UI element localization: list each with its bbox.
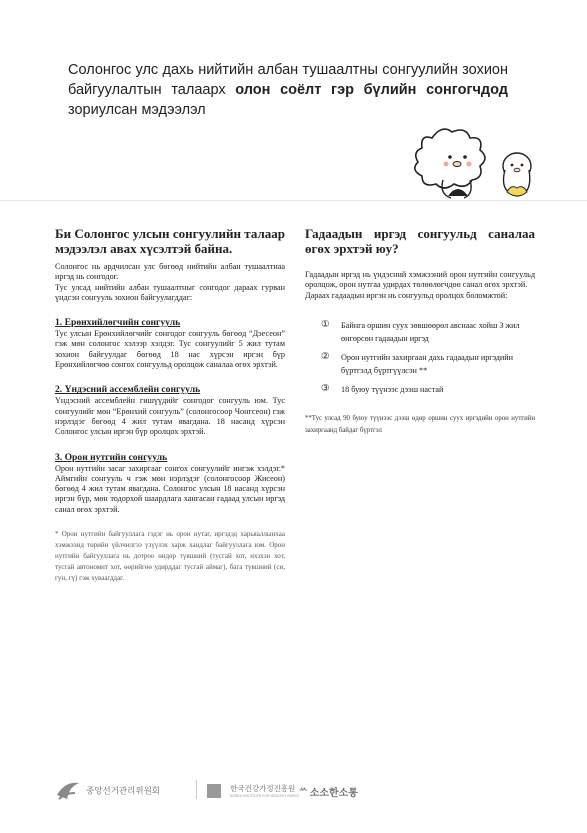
section-body: Орон нутгийн засаг захиргааг сонгох сонгуулийг ингэж хэлдэг.* Аймгийн сонгууль ч гэж мөн нэрлэдэг (солонгосоор Жисеон) бөгөөд 4 жил тутам явагдана. Солонгос улсын 18 насанд хүрсэн иргэн бүр, мөн тодорхой шаардлага хангасан гадаад улсын иргэд санал өгөх эрхтэй. <box>55 463 285 514</box>
registration-note: **Тус улсад 90 буюу түүнээс дээш өдөр оршин суух иргэдийн орон нутгийн захиргаанд байдаг бүртгэл <box>305 415 535 434</box>
kihf-emblem-icon <box>207 784 221 798</box>
list-item: ② Орон нутгийн захиргаан дахь гадаадын иргэдийн бүртгэлд бүртгүүлсэн ** <box>321 351 514 376</box>
left-column <box>55 226 285 584</box>
section-body: Үндэсний ассемблейн гишүүдийг сонгодог сонгууль юм. Тус сонгуулийг мөн “Ерөнхий сонгууль” (солонгосоор Чонгсеон) гэж нэрлэдэг бөгөөд 4 жил тутам явагдана. 18 насанд хүрсэн Солонгос улсын иргэн бүр оролцох эрхтэй. <box>55 396 285 437</box>
section-presidential <box>55 317 285 370</box>
nec-emblem-icon <box>55 781 81 801</box>
left-intro-1: Солонгос нь ардчилсан улс бөгөөд нийтийн албан тушаалтнаа иргэд нь сонгодог. <box>55 262 285 282</box>
right-column <box>305 226 535 436</box>
section-local <box>55 452 285 515</box>
header-divider <box>0 200 587 201</box>
right-heading: Гадаадын иргэд сонгуульд саналаа өгөх эрхтэй юу? <box>305 226 535 256</box>
footer-logos <box>0 772 587 812</box>
section-title: 3. Орон нутгийн сонгууль <box>55 451 168 463</box>
section-title: 2. Үндэсний ассемблейн сонгууль <box>55 384 201 396</box>
sosohan-logo: ᄊ 소소한소통 <box>298 788 358 799</box>
header <box>0 0 587 200</box>
eligibility-list <box>305 319 535 397</box>
right-intro-1: Гадаадын иргэд нь үндэсний хэмжээний орон нутгийн сонгуульд оролцож, орон нутгаа удирдах төлөөлөгчдөө санал өгөх эрхтэй. <box>305 270 535 290</box>
left-intro-2: Тус улсад нийтийн албан тушаалтныг сонгодог дараах гурван үндсэн сонгууль зохион байгуулагддаг: <box>55 282 285 302</box>
mascot-illustration <box>410 108 540 200</box>
sosohan-mark-icon: ᄊ <box>298 788 308 799</box>
section-body: Тус улсын Ерөнхийлөгчийг сонгодог сонгууль бөгөөд “Дэесеон” гэж мөн солонгос хэлээр хэлдэг. Тус сонгуулийг 5 жил тутам зохион байгуулдаг бөгөөд 18 нас хүрсэн иргэн бүр Ерөнхийлөгчөө сонгох сонгуульд оролцож саналаа өгөх эрхтэй. <box>55 329 285 370</box>
section-national-assembly <box>55 384 285 437</box>
kihf-logo: 한국건강가정진흥원 KOREA INSTITUTE FOR HEALTHY FAMILY <box>196 780 299 799</box>
footnote: * Орон нутгийн байгууллага гэдэг нь орон нутаг, иргэдэд харьяаллынхаа хэмжээнд төрийн үйлчилгээ үзүүлэх харж хандлаг байгууллагa юм. Орон нутгийн байгууллага нь дотроо өндөр түвшний (тусгай хот, ихэхэн хот, тусгай автономит хот, өөрийгөө удирддаг тусгай аймаг), бага түвшний (си, гун, гү) гэж хуваагддаг. <box>55 530 285 583</box>
list-item: ③ 18 буюу түүнээс дээш настай <box>321 383 444 394</box>
nec-logo: 중앙선거관리위원회 <box>55 780 160 801</box>
page-title: Солонгос улс дахь нийтийн албан тушаалтны сонгуулийн зохион байгуулалтын талаарх олон соёлт гэр бүлийн сонгогчдод зориулсан мэдээлэл <box>68 62 508 118</box>
section-title: 1. Ерөнхийлөгчийн сонгууль <box>55 317 181 329</box>
left-heading: Би Солонгос улсын сонгуулийн талаар мэдээлэл авах хүсэлтэй байна. <box>55 226 285 256</box>
right-intro-2: Дараах гадаадын иргэн нь сонгуульд оролцох боломжтой: <box>305 290 508 300</box>
list-item: ① Байнга оршин суух зөвшөөрөл авснаас хойш 3 жил өнгөрсөн гадаадын иргэд <box>321 319 520 344</box>
